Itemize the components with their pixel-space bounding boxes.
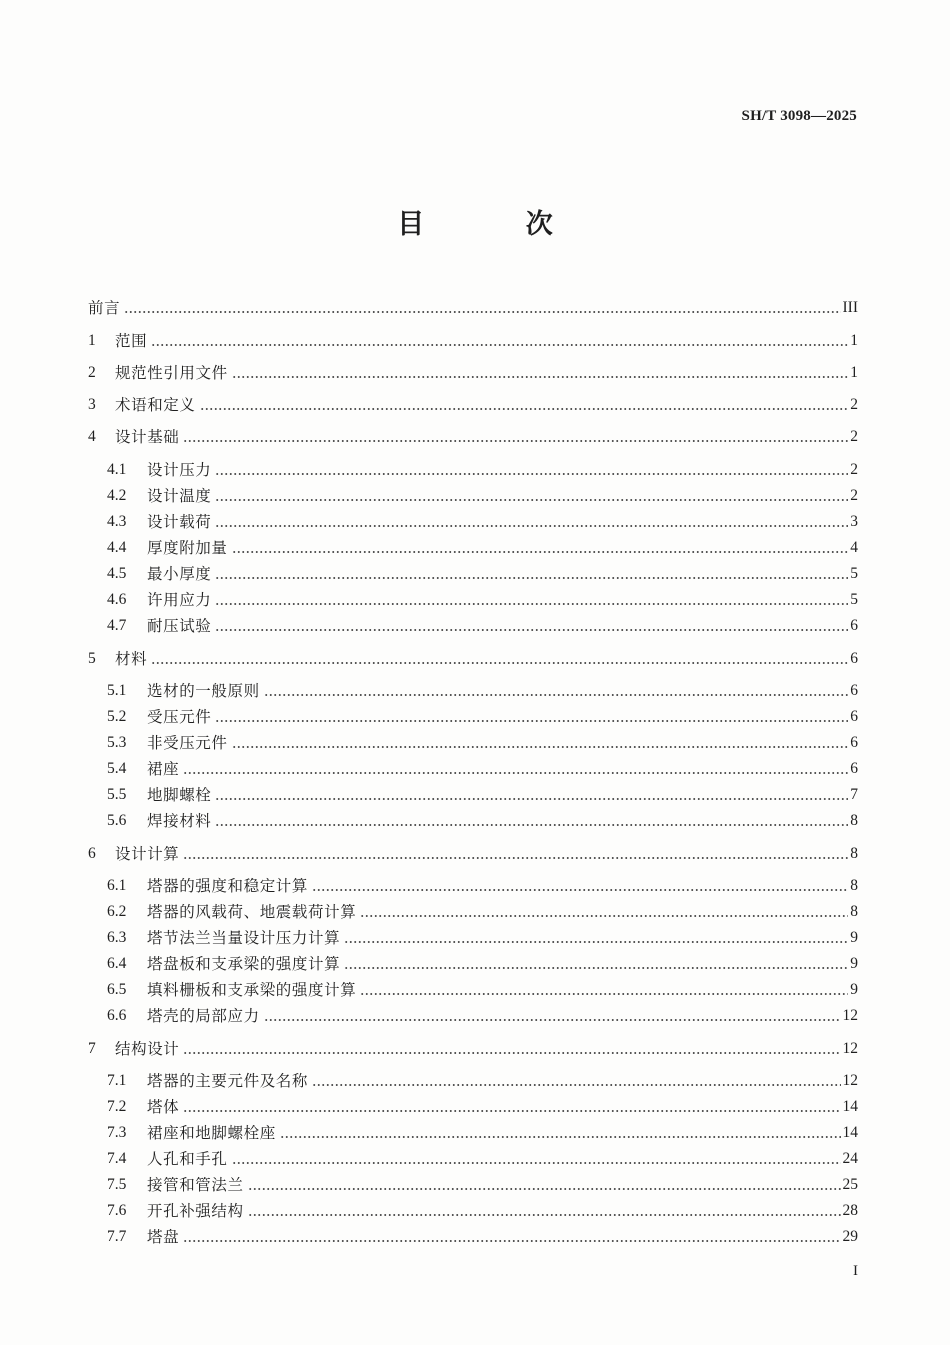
toc-entry-label: 规范性引用文件 [115,364,228,382]
toc-dot-leader [183,1110,840,1112]
toc-dot-leader [215,577,848,579]
toc-entry-page: 4 [850,539,858,556]
toc-entry-number: 6.4 [107,955,127,972]
toc-entry-page: 24 [842,1150,858,1167]
toc-entry-label: 非受压元件 [147,734,228,752]
toc-subentry[interactable] [88,588,858,610]
toc-entry-page: 8 [850,877,858,894]
toc-dot-leader [344,967,848,969]
toc-entry-page: 8 [850,845,858,862]
toc-entry[interactable] [88,361,858,383]
toc-dot-leader [151,344,848,346]
toc-dot-leader [312,1084,840,1086]
toc-subentry[interactable] [88,484,858,506]
toc-entry-page: 14 [842,1098,858,1115]
toc-entry-page: 8 [850,812,858,829]
toc-entry-label: 选材的一般原则 [147,682,260,700]
toc-entry-label: 塔器的风载荷、地震载荷计算 [147,903,357,921]
toc-entry-number: 6.1 [107,877,127,894]
toc-entry-number: 6.5 [107,981,127,998]
toc-dot-leader [248,1214,841,1216]
toc-entry-label: 范围 [115,332,148,350]
toc-dot-leader [264,1019,841,1021]
toc-dot-leader [183,1052,840,1054]
toc-entry-page: 6 [850,708,858,725]
toc-entry-number: 7.2 [107,1098,127,1115]
toc-subentry[interactable] [88,978,858,1000]
toc-dot-leader [183,857,848,859]
toc-dot-leader [124,311,840,313]
toc-entry-label: 设计计算 [115,845,180,863]
toc-entry-number: 5.5 [107,786,127,803]
toc-entry-number: 3 [88,396,96,413]
toc-entry-label: 接管和管法兰 [147,1176,244,1194]
toc-entry-number: 7.5 [107,1176,127,1193]
toc-entry-page: 9 [850,929,858,946]
toc-entry-label: 耐压试验 [147,617,212,635]
toc-subentry[interactable] [88,705,858,727]
toc-entry-label: 前言 [88,299,121,317]
toc-entry-page: 5 [850,565,858,582]
toc-entry-label: 设计载荷 [147,513,212,531]
toc-entry-label: 裙座和地脚螺栓座 [147,1124,276,1142]
toc-entry-label: 塔体 [147,1098,180,1116]
toc-dot-leader [215,824,848,826]
toc-subentry[interactable] [88,1069,858,1091]
toc-entry-number: 7.3 [107,1124,127,1141]
toc-entry-label: 塔壳的局部应力 [147,1007,260,1025]
toc-dot-leader [215,473,848,475]
toc-entry-number: 5.3 [107,734,127,751]
toc-entry-label: 人孔和手孔 [147,1150,228,1168]
toc-entry[interactable] [88,329,858,351]
toc-dot-leader [215,525,848,527]
toc-entry-label: 塔盘板和支承梁的强度计算 [147,955,341,973]
toc-dot-leader [312,889,848,891]
toc-entry-page: 6 [850,734,858,751]
toc-entry[interactable] [88,425,858,447]
toc-entry-page: 28 [842,1202,858,1219]
toc-entry-number: 5.1 [107,682,127,699]
toc-entry[interactable] [88,1037,858,1059]
toc-entry-label: 许用应力 [147,591,212,609]
toc-dot-leader [183,772,848,774]
toc-subentry[interactable] [88,510,858,532]
toc-subentry[interactable] [88,900,858,922]
toc-entry-page: 1 [850,332,858,349]
toc-entry-number: 6.2 [107,903,127,920]
toc-entry-number: 5.6 [107,812,127,829]
toc-entry-page: 25 [842,1176,858,1193]
toc-entry-page: 7 [850,786,858,803]
toc-dot-leader [215,720,848,722]
toc-entry-page: 9 [850,981,858,998]
toc-entry-number: 4.4 [107,539,127,556]
toc-entry-number: 1 [88,332,96,349]
toc-entry-number: 7.7 [107,1228,127,1245]
toc-entry-page: 2 [850,428,858,445]
toc-entry-number: 2 [88,364,96,381]
toc-entry[interactable] [88,296,858,318]
toc-subentry[interactable] [88,1121,858,1143]
toc-dot-leader [232,1162,841,1164]
toc-subentry[interactable] [88,926,858,948]
toc-entry-page: 6 [850,617,858,634]
toc-entry-page: 3 [850,513,858,530]
toc-entry-number: 4.6 [107,591,127,608]
toc-dot-leader [232,551,848,553]
toc-entry-page: 2 [850,396,858,413]
toc-dot-leader [215,798,848,800]
toc-entry-number: 5 [88,650,96,667]
toc-dot-leader [232,376,848,378]
toc-entry-number: 4.5 [107,565,127,582]
toc-entry-number: 7.6 [107,1202,127,1219]
toc-entry[interactable] [88,842,858,864]
toc-dot-leader [360,993,848,995]
toc-entry-page: 12 [842,1072,858,1089]
toc-entry-page: 1 [850,364,858,381]
toc-entry-label: 塔盘 [147,1228,180,1246]
toc-entry-page: 29 [842,1228,858,1245]
document-code: SH/T 3098—2025 [741,108,857,124]
toc-entry-page: 12 [842,1007,858,1024]
toc-subentry[interactable] [88,1147,858,1169]
toc-entry-label: 塔器的主要元件及名称 [147,1072,309,1090]
toc-entry-label: 塔器的强度和稳定计算 [147,877,309,895]
toc-dot-leader [215,603,848,605]
toc-entry-page: 6 [850,650,858,667]
toc-entry-number: 4.1 [107,461,127,478]
toc-subentry[interactable] [88,1095,858,1117]
toc-entry-number: 7.1 [107,1072,127,1089]
toc-dot-leader [344,941,848,943]
toc-subentry[interactable] [88,874,858,896]
toc-subentry[interactable] [88,952,858,974]
toc-entry-number: 4.7 [107,617,127,634]
toc-subentry[interactable] [88,757,858,779]
toc-entry-number: 5.2 [107,708,127,725]
toc-entry-page: 8 [850,903,858,920]
toc-subentry[interactable] [88,562,858,584]
toc-dot-leader [200,408,848,410]
toc-entry-label: 裙座 [147,760,180,778]
toc-dot-leader [264,694,848,696]
toc-dot-leader [280,1136,841,1138]
toc-subentry[interactable] [88,614,858,636]
toc-entry-label: 设计压力 [147,461,212,479]
toc-subentry[interactable] [88,458,858,480]
toc-entry-number: 4.2 [107,487,127,504]
toc-dot-leader [183,440,848,442]
toc-entry-number: 7 [88,1040,96,1057]
toc-entry-label: 结构设计 [115,1040,180,1058]
toc-entry-label: 材料 [115,650,148,668]
toc-entry-page: 12 [842,1040,858,1057]
toc-dot-leader [215,629,848,631]
toc-entry-label: 设计基础 [115,428,180,446]
toc-entry-label: 焊接材料 [147,812,212,830]
toc-entry-number: 6.3 [107,929,127,946]
toc-entry-label: 填料栅板和支承梁的强度计算 [147,981,357,999]
toc-entry-page: 14 [842,1124,858,1141]
toc-entry-label: 最小厚度 [147,565,212,583]
toc-entry-label: 塔节法兰当量设计压力计算 [147,929,341,947]
toc-entry[interactable] [88,647,858,669]
toc-subentry[interactable] [88,783,858,805]
toc-dot-leader [151,662,848,664]
toc-entry-page: 6 [850,682,858,699]
toc-subentry[interactable] [88,1004,858,1026]
toc-entry-number: 5.4 [107,760,127,777]
toc-entry-label: 受压元件 [147,708,212,726]
toc-dot-leader [360,915,848,917]
toc-entry-page: 2 [850,461,858,478]
toc-entry-page: 2 [850,487,858,504]
toc-entry-number: 7.4 [107,1150,127,1167]
toc-dot-leader [248,1188,841,1190]
toc-dot-leader [183,1240,840,1242]
toc-entry-number: 6 [88,845,96,862]
toc-subentry[interactable] [88,679,858,701]
footer-page-number: I [853,1263,858,1279]
toc-subentry[interactable] [88,809,858,831]
toc-entry-number: 6.6 [107,1007,127,1024]
toc-entry-label: 术语和定义 [115,396,196,414]
toc-entry-label: 厚度附加量 [147,539,228,557]
toc-entry-label: 地脚螺栓 [147,786,212,804]
toc-subentry[interactable] [88,731,858,753]
toc-subentry[interactable] [88,1199,858,1221]
toc-entry-page: 9 [850,955,858,972]
toc-entry-label: 设计温度 [147,487,212,505]
toc-subentry[interactable] [88,1225,858,1247]
toc-subentry[interactable] [88,1173,858,1195]
toc-entry[interactable] [88,393,858,415]
toc-entry-label: 开孔补强结构 [147,1202,244,1220]
toc-entry-number: 4.3 [107,513,127,530]
toc-dot-leader [215,499,848,501]
toc-entry-page: 6 [850,760,858,777]
toc-entry-number: 4 [88,428,96,445]
toc-entry-page: III [842,299,858,316]
page-title: 目 次 [397,209,599,240]
toc-subentry[interactable] [88,536,858,558]
toc-dot-leader [232,746,848,748]
toc-entry-page: 5 [850,591,858,608]
